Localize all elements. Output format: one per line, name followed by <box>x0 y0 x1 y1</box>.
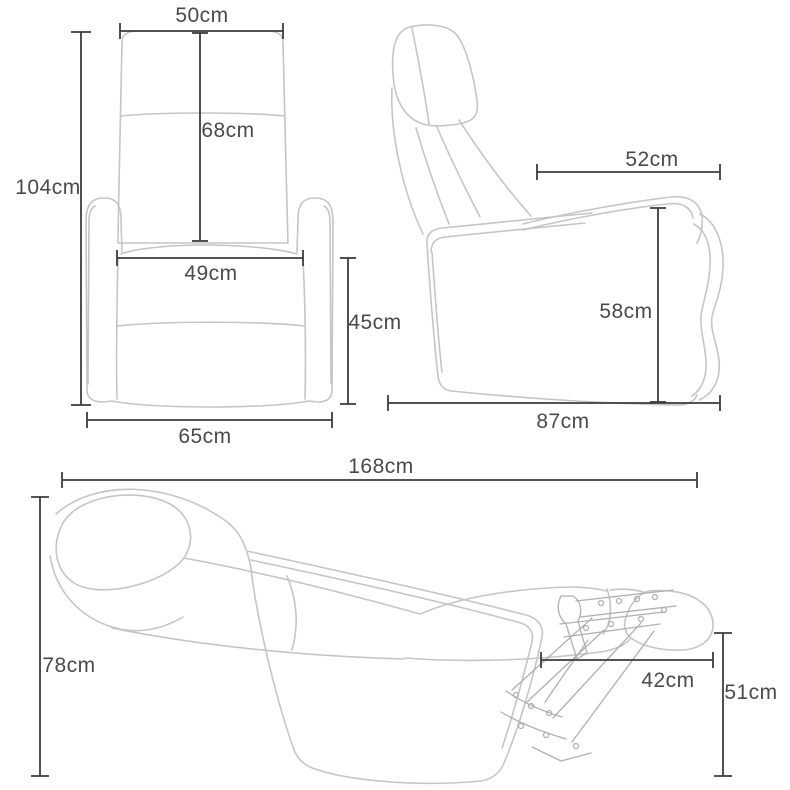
reclined-view-chair-drawing <box>50 489 713 783</box>
side-view-chair-drawing <box>392 25 723 405</box>
dim-reclined-height-line <box>31 497 49 776</box>
dim-label-seat-height: 45cm <box>348 311 402 334</box>
dim-label-seat-width: 49cm <box>184 262 238 285</box>
dim-label-backrest-height: 68cm <box>201 119 255 142</box>
dim-label-backrest-width: 50cm <box>175 4 229 27</box>
dim-label-armrest-height: 58cm <box>599 300 653 323</box>
dim-label-overall-width: 65cm <box>178 425 232 448</box>
front-view-chair-drawing <box>86 31 333 407</box>
dim-label-footrest-extension: 42cm <box>641 669 695 692</box>
dim-label-overall-depth: 87cm <box>536 410 590 433</box>
dim-label-reclined-length: 168cm <box>348 455 414 478</box>
dim-label-footrest-height: 51cm <box>724 681 778 704</box>
dim-label-overall-height: 104cm <box>15 176 81 199</box>
dim-label-reclined-height: 78cm <box>42 654 96 677</box>
dim-label-armrest-depth: 52cm <box>625 148 679 171</box>
dimension-lines <box>31 23 732 776</box>
dim-overall-depth-line <box>388 395 720 411</box>
